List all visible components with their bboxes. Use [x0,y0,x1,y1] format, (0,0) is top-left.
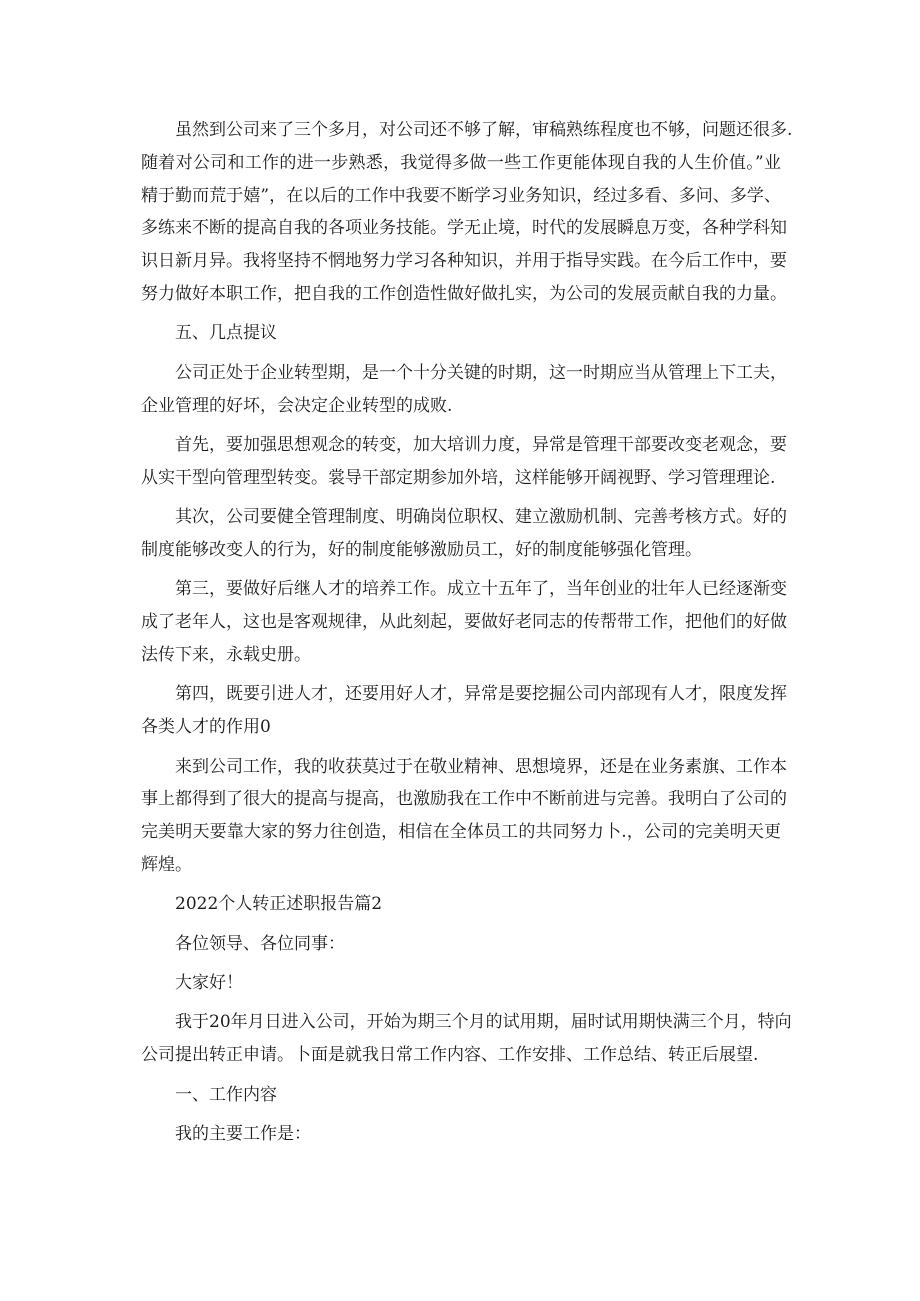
section-heading-work-content [141,1079,781,1112]
paragraph-first-suggestion [141,429,787,495]
text-line: 识日新月异。我将坚持不惘地努力学习各种知识，并用于指导实践。在今后工作中，要 [141,251,787,272]
text-line: 大家好！ [175,973,243,994]
text-line: 来到公司工作，我的收获莫过于在敬业精神、思想境界，还是在业务素旗、工作本 [175,756,787,777]
document-page [141,114,793,1157]
text-line: 我的主要工作是： [175,1124,311,1145]
text-line: 2022个人转正述职报告篇2 [175,894,383,915]
text-line: 精于勤而荒于嬉”，在以后的工作中我要不断学习业务知识，经过多看、多问、多学、 [141,185,781,206]
text-line: 公司正处于企业转型期，是一个十分关键的时期，这一时期应当从管理上下工夫， [175,362,787,383]
text-line: 第三，要做好后继人才的培养工作。成立十五年了，当年创业的壮年人已经逐渐变 [175,579,787,600]
paragraph-third-suggestion [141,573,787,671]
text-line: 各类人才的作用0 [141,717,271,738]
paragraph-conclusion [141,751,787,882]
text-line: 各位领导、各位同事： [175,933,345,954]
text-line: 事上都得到了很大的提高与提高，也激励我在工作中不断前进与完善。我明白了公司的 [141,789,787,810]
text-line: 企业管理的好坏，会决定企业转型的成败. [141,395,453,416]
paragraph-second-suggestion [141,501,787,567]
text-line: 公司提出转正申请。卜面是就我日常工作内容、工作安排、工作总结、转正后展望. [141,1045,759,1066]
text-line: 努力做好本职工作，把自我的工作创造性做好做扎实，为公司的发展贡献自我的力量。 [141,283,787,304]
report-title-part-2 [141,888,781,921]
text-line: 随着对公司和工作的进一步熟悉，我觉得多做一些工作更能体现自我的人生价值。”业 [141,152,781,173]
text-line: 虽然到公司来了三个多月，对公司还不够了解，审稿熟练程度也不够，问题还很多. [175,120,793,140]
text-line: 从实干型向管理型转变。裳导干部定期参加外培，这样能够开阔视野、学习管理理论. [141,467,776,488]
paragraph-transformation [141,357,787,423]
text-line: 完美明天要靠大家的努力往创造，相信在全体员工的共同努力卜.，公司的完美明天更 [141,822,781,843]
paragraph-fourth-suggestion [141,678,787,744]
salutation [141,928,781,961]
paragraph-main-work [141,1118,781,1151]
paragraph-self-improvement [141,114,793,311]
text-line: 辉煌。 [141,854,192,875]
paragraph-probation-intro [141,1006,792,1072]
text-line: 第四，既要引进人才，还要用好人才，异常是要挖掘公司内部现有人才，限度发挥 [175,684,787,705]
text-line: 一、工作内容 [175,1084,277,1105]
section-heading-suggestions [141,317,781,350]
text-line: 我于20年月日进入公司，开始为期三个月的试用期，届时试用期快满三个月，特向 [175,1012,792,1033]
greeting [141,967,781,1000]
text-line: 成了老年人，这也是客观规律，从此刻起，要做好老同志的传帮带工作，把他们的好做 [141,612,787,633]
text-line: 五、几点提议 [175,323,277,344]
text-line: 其次，公司要健全管理制度、明确岗位职权、建立激励机制、完善考核方式。好的 [175,507,787,528]
text-line: 多练来不断的提高自我的各项业务技能。学无止境，时代的发展瞬息万变，各种学科知 [141,218,787,239]
text-line: 首先，要加强思想观念的转变，加大培训力度，异常是管理干部要改变老观念，要 [175,434,787,455]
text-line: 制度能够改变人的行为，好的制度能够激励员工，好的制度能够强化管理。 [141,539,702,560]
text-line: 法传下来，永载史册。 [141,644,311,665]
